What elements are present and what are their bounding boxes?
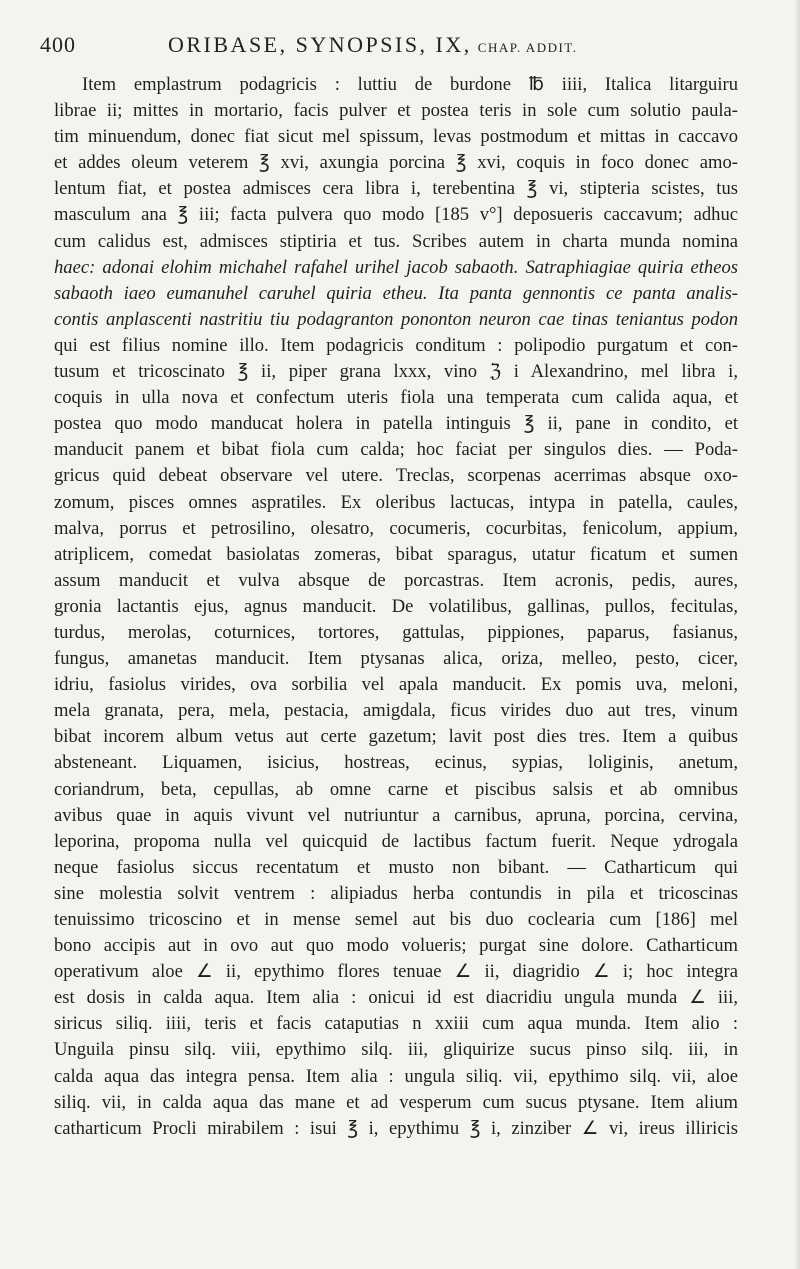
text-line: est dosis in calda aqua. Item alia : onicui id est diacridiu ungula munda ∠ iii, bbox=[54, 987, 738, 1009]
text-line: absteneant. Liquamen, isicius, hostreas, ecinus, sypias, loliginis, anetum, bbox=[54, 752, 738, 774]
text-line: sine molestia solvit ventrem : alipiadus herba contundis in pila et tricoscinas bbox=[54, 882, 738, 904]
text-line: postea quo modo manducat holera in patella intinguis ℥ ii, pane in condito, et bbox=[54, 413, 738, 435]
text-line: qui est filius nomine illo. Item podagricis conditum : polipodio purgatum et con- bbox=[54, 334, 738, 356]
text-line: atriplicem, comedat basiolatas zomeras, bibat sparagus, utatur ficatum et sumen bbox=[54, 543, 738, 565]
page-header bbox=[40, 30, 760, 64]
text-line: calda aqua das integra pensa. Item alia : ungula siliq. vii, epythimo silq. vii, aloe bbox=[54, 1065, 738, 1087]
text-line: bibat incorem album vetus aut certe gazetum; lavit post dies tres. Item a quibus bbox=[54, 726, 738, 748]
text-line: neque fasiolus siccus recentatum et musto non bibant. — Catharticum qui bbox=[54, 856, 738, 878]
text-line: Unguila pinsu silq. viii, epythimo silq. iii, gliquirize sucus pinso silq. iii, in bbox=[54, 1039, 738, 1061]
text-line: tenuissimo tricoscino et in mense semel aut bis duo coclearia cum [186] mel bbox=[54, 909, 738, 930]
running-title-chapter: CHAP. ADDIT. bbox=[477, 40, 578, 55]
text-line: manducit panem et bibat fiola cum calda; hoc faciat per singulos dies. — Poda- bbox=[54, 439, 738, 461]
page-number: 400 bbox=[40, 32, 76, 57]
text-line: lentum fiat, et postea admisces cera libra i, terebentina ℥ vi, stipteria scistes, tus bbox=[54, 178, 738, 200]
body-text bbox=[54, 72, 738, 1142]
text-line: gronia lactantis ejus, agnus manducit. De volatilibus, gallinas, pullos, fecitulas, bbox=[54, 595, 738, 617]
text-line: siliq. vii, in calda aqua das mane et ad vesperum cum sucus ptysane. Item alium bbox=[54, 1091, 738, 1113]
text-line: mela granata, pera, mela, pestacia, amigdala, ficus virides duo aut tres, vinum bbox=[54, 700, 738, 722]
text-line: haec: adonai elohim michahel rafahel urihel jacob sabaoth. Satraphiagiae quiria etheos bbox=[54, 256, 738, 278]
text-line: malva, porrus et petrosilino, olesatro, cocumeris, cocurbitas, fenicolum, appium, bbox=[54, 517, 738, 539]
text-line: coquis in ulla nova et confectum uteris fiola una temperata cum calida aqua, et bbox=[54, 387, 738, 409]
text-line: turdus, merolas, coturnices, tortores, gattulas, pippiones, paparus, fasianus, bbox=[54, 621, 738, 643]
text-line: assum manducit et vulva absque de porcastras. Item acronis, pedis, aures, bbox=[54, 569, 738, 591]
text-line: masculum ana ℥ iii; facta pulvera quo modo [185 v°] deposueris caccavum; adhuc bbox=[54, 204, 738, 226]
text-line: operativum aloe ∠ ii, epythimo flores tenuae ∠ ii, diagridio ∠ i; hoc integra bbox=[54, 961, 738, 983]
text-line: et addes oleum veterem ℥ xvi, axungia porcina ℥ xvi, coquis in foco donec amo- bbox=[54, 152, 738, 174]
text-line: librae ii; mittes in mortario, facis pulver et postea teris in sole cum solutio paula- bbox=[54, 100, 738, 122]
text-line: bono accipis aut in ovo aut quo modo volueris; purgat sine dolore. Catharticum bbox=[54, 935, 738, 957]
text-line: zomum, pisces omnes aspratiles. Ex oleribus lactucas, intypa in patella, caules, bbox=[54, 491, 738, 513]
text-line: catharticum Procli mirabilem : isui ℥ i, epythimu ℥ i, zinziber ∠ vi, ireus illiricis bbox=[54, 1117, 738, 1139]
text-line: cum calidus est, admisces stiptiria et tus. Scribes autem in charta munda nomina bbox=[54, 230, 738, 252]
text-line: leporina, propoma nulla vel quicquid de lactibus factum fuerit. Neque ydrogala bbox=[54, 830, 738, 852]
text-line: gricus quid debeat observare vel utere. Treclas, scorpenas acerrimas absque oxo- bbox=[54, 465, 738, 487]
running-title-main: ORIBASE, SYNOPSIS, IX, bbox=[168, 32, 472, 57]
text-line: avibus quae in aquis vivunt vel nutriuntur a carnibus, apruna, porcina, cervina, bbox=[54, 804, 738, 826]
text-line: siricus siliq. iiii, teris et facis cataputias n xxiii cum aqua munda. Item alio : bbox=[54, 1013, 738, 1035]
text-line: tim minuendum, donec fiat sicut mel spissum, levas postmodum et mittas in caccavo bbox=[54, 126, 738, 148]
text-line: idriu, fasiolus virides, ova sorbilia vel apala manducit. Ex pomis uva, meloni, bbox=[54, 674, 738, 696]
text-line: fungus, amanetas manducit. Item ptysanas alica, oriza, melleo, pesto, cicer, bbox=[54, 648, 738, 670]
text-line: tusum et tricoscinato ℥ ii, piper grana lxxx, vino ℨ i Alexandrino, mel libra i, bbox=[54, 361, 738, 383]
text-line: contis anplascenti nastritiu tiu podagranton pononton neuron cae tinas teniantus podon bbox=[54, 308, 738, 330]
text-line: Item emplastrum podagricis : luttiu de burdone ℔ iiii, Italica litarguiru bbox=[82, 74, 738, 95]
running-title bbox=[168, 32, 578, 58]
text-line: sabaoth iaeo eumanuhel caruhel quiria etheu. Ita panta gennontis ce panta analis- bbox=[54, 282, 738, 304]
text-line: coriandrum, beta, cepullas, ab omne carne et piscibus salsis et ab omnibus bbox=[54, 778, 738, 800]
